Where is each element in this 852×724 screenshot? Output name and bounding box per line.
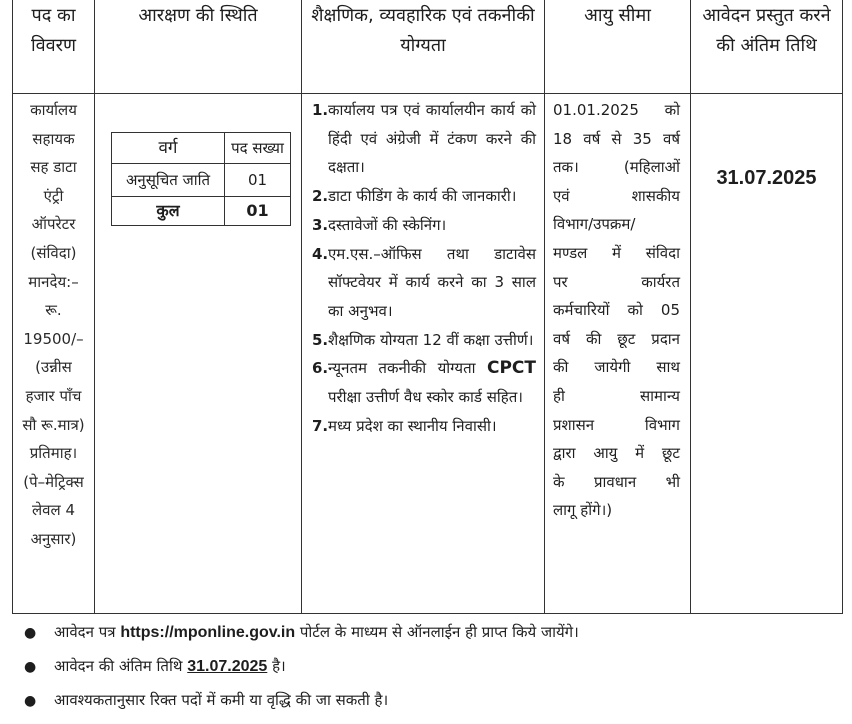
header-last-date: आवेदन प्रस्तुत करने की अंतिम तिथि bbox=[691, 0, 843, 94]
post-line: हजार पाँच bbox=[25, 386, 82, 405]
item-text bbox=[328, 354, 536, 411]
age-line: लागू होंगे।) bbox=[553, 501, 613, 520]
bullet-icon: ● bbox=[24, 693, 37, 709]
post-line: रू. bbox=[45, 301, 62, 320]
item-number: 3. bbox=[312, 215, 329, 234]
item-number: 5. bbox=[312, 330, 329, 349]
qualification-item bbox=[312, 96, 536, 182]
age-line: ही सामान्य bbox=[553, 386, 680, 405]
note-text: आवश्यकतानुसार रिक्त पदों में कमी या वृद्धि की जा सकती है। bbox=[54, 691, 389, 709]
post-line: प्रतिमाह। bbox=[29, 444, 78, 463]
header-row bbox=[13, 0, 843, 94]
post-row bbox=[13, 94, 843, 614]
post-line: सहायक bbox=[32, 129, 75, 148]
post-details bbox=[13, 94, 94, 554]
note-text-pre: आवेदन की अंतिम तिथि bbox=[54, 657, 183, 675]
post-line: कार्यालय bbox=[30, 101, 77, 119]
bullet-icon: ● bbox=[24, 659, 37, 675]
age-line: प्रशासन विभाग bbox=[553, 415, 680, 434]
qualification-item bbox=[312, 354, 536, 411]
item-text: मध्य प्रदेश का स्थानीय निवासी। bbox=[328, 416, 497, 435]
reservation-total-count: 01 bbox=[225, 197, 291, 226]
item-number: 7. bbox=[312, 416, 329, 435]
item-number: 1. bbox=[312, 101, 329, 119]
post-line: मानदेय:– bbox=[28, 272, 79, 291]
item-text: कार्यालय पत्र एवं कार्यालयीन कार्य को हिंदी एवं अंग्रेजी में टंकण करने की दक्षता। bbox=[328, 101, 536, 177]
item-number: 6. bbox=[312, 359, 329, 378]
qualification-item bbox=[312, 211, 536, 240]
reservation-header-row bbox=[112, 133, 291, 164]
reservation-cell bbox=[95, 94, 302, 614]
age-line: वर्ष की छूट प्रदान bbox=[553, 329, 680, 348]
cpct-label: CPCT bbox=[486, 358, 536, 379]
item-number: 4. bbox=[312, 244, 329, 263]
post-line: सौ रू.मात्र) bbox=[22, 415, 85, 434]
post-line: सह डाटा bbox=[30, 158, 77, 177]
qualification-item bbox=[312, 326, 536, 355]
qualification-cell bbox=[302, 94, 545, 614]
qualification-item bbox=[312, 412, 536, 441]
item-text: डाटा फीडिंग के कार्य की जानकारी। bbox=[328, 187, 517, 206]
qualification-item bbox=[312, 240, 536, 326]
note-deadline-date: 31.07.2025 bbox=[187, 658, 268, 675]
post-line: लेवल 4 bbox=[32, 501, 75, 520]
reservation-table bbox=[111, 132, 291, 226]
age-line: तक। (महिलाओं bbox=[553, 158, 680, 177]
note-text bbox=[54, 656, 286, 676]
last-date-cell bbox=[691, 94, 843, 614]
item-text-pre: न्यूनतम तकनीकी योग्यता bbox=[328, 359, 476, 378]
age-line: विभाग/उपक्रम/ bbox=[553, 215, 636, 234]
post-line: ऑपरेटर bbox=[31, 215, 76, 234]
reservation-count: 01 bbox=[225, 164, 291, 197]
post-line: एंट्री bbox=[43, 186, 64, 205]
header-reservation: आरक्षण की स्थिति bbox=[95, 0, 302, 94]
qualification-list bbox=[302, 94, 544, 440]
note-text bbox=[54, 622, 579, 642]
post-line: (संविदा) bbox=[30, 243, 77, 262]
qualification-item bbox=[312, 182, 536, 211]
item-text: एम.एस.–ऑफिस तथा डाटावेस सॉफ्टवेयर में कार्य करने का 3 साल का अनुभव। bbox=[328, 244, 536, 320]
post-line: 19500/– bbox=[23, 329, 84, 348]
age-line: 18 वर्ष से 35 वर्ष bbox=[553, 129, 680, 148]
bullet-icon: ● bbox=[24, 625, 37, 641]
post-line: (पे–मेट्रिक्स bbox=[23, 472, 84, 491]
reservation-header-category: वर्ग bbox=[112, 133, 225, 164]
portal-link[interactable]: https://mponline.gov.in bbox=[120, 624, 296, 641]
item-text: शैक्षणिक योग्यता 12 वीं कक्षा उत्तीर्ण। bbox=[328, 330, 534, 349]
item-text: दस्तावेजों की स्केनिंग। bbox=[328, 215, 447, 234]
note-item bbox=[24, 656, 579, 690]
age-line: के प्रावधान भी bbox=[553, 472, 680, 491]
reservation-category: अनुसूचित जाति bbox=[112, 164, 225, 197]
deadline-date: 31.07.2025 bbox=[716, 167, 817, 189]
item-number: 2. bbox=[312, 187, 329, 206]
age-limit-cell bbox=[545, 94, 691, 614]
header-qualification: शैक्षणिक, व्यवहारिक एवं तकनीकी योग्यता bbox=[302, 0, 545, 94]
note-text-post: है। bbox=[272, 657, 286, 675]
reservation-total-label: कुल bbox=[112, 197, 225, 226]
age-line: द्वारा आयु में छूट bbox=[553, 444, 680, 463]
age-limit-text bbox=[545, 94, 690, 525]
note-text-post: पोर्टल के माध्यम से ऑनलाईन ही प्राप्त किये जायेंगे। bbox=[299, 623, 579, 641]
header-age-limit: आयु सीमा bbox=[545, 0, 691, 94]
reservation-row bbox=[112, 164, 291, 197]
age-line: मण्डल में संविदा bbox=[553, 243, 680, 262]
post-line: (उन्नीस bbox=[35, 358, 72, 377]
recruitment-table bbox=[12, 0, 843, 614]
note-item bbox=[24, 622, 579, 656]
post-details-cell bbox=[13, 94, 95, 614]
header-post-details: पद का विवरण bbox=[13, 0, 95, 94]
age-line: 01.01.2025 को bbox=[553, 101, 680, 119]
reservation-total-row bbox=[112, 197, 291, 226]
notes-list bbox=[24, 622, 579, 724]
age-line: एवं शासकीय bbox=[553, 186, 680, 205]
reservation-header-posts: पद सख्या bbox=[225, 133, 291, 164]
age-line: की जायेगी साथ bbox=[553, 358, 680, 377]
note-text-pre: आवेदन पत्र bbox=[54, 623, 116, 641]
post-line: अनुसार) bbox=[30, 529, 77, 548]
item-text-post: परीक्षा उत्तीर्ण वैध स्कोर कार्ड सहित। bbox=[328, 388, 523, 407]
age-line: पर कार्यरत bbox=[553, 272, 680, 291]
age-line: कर्मचारियों को 05 bbox=[553, 301, 680, 320]
